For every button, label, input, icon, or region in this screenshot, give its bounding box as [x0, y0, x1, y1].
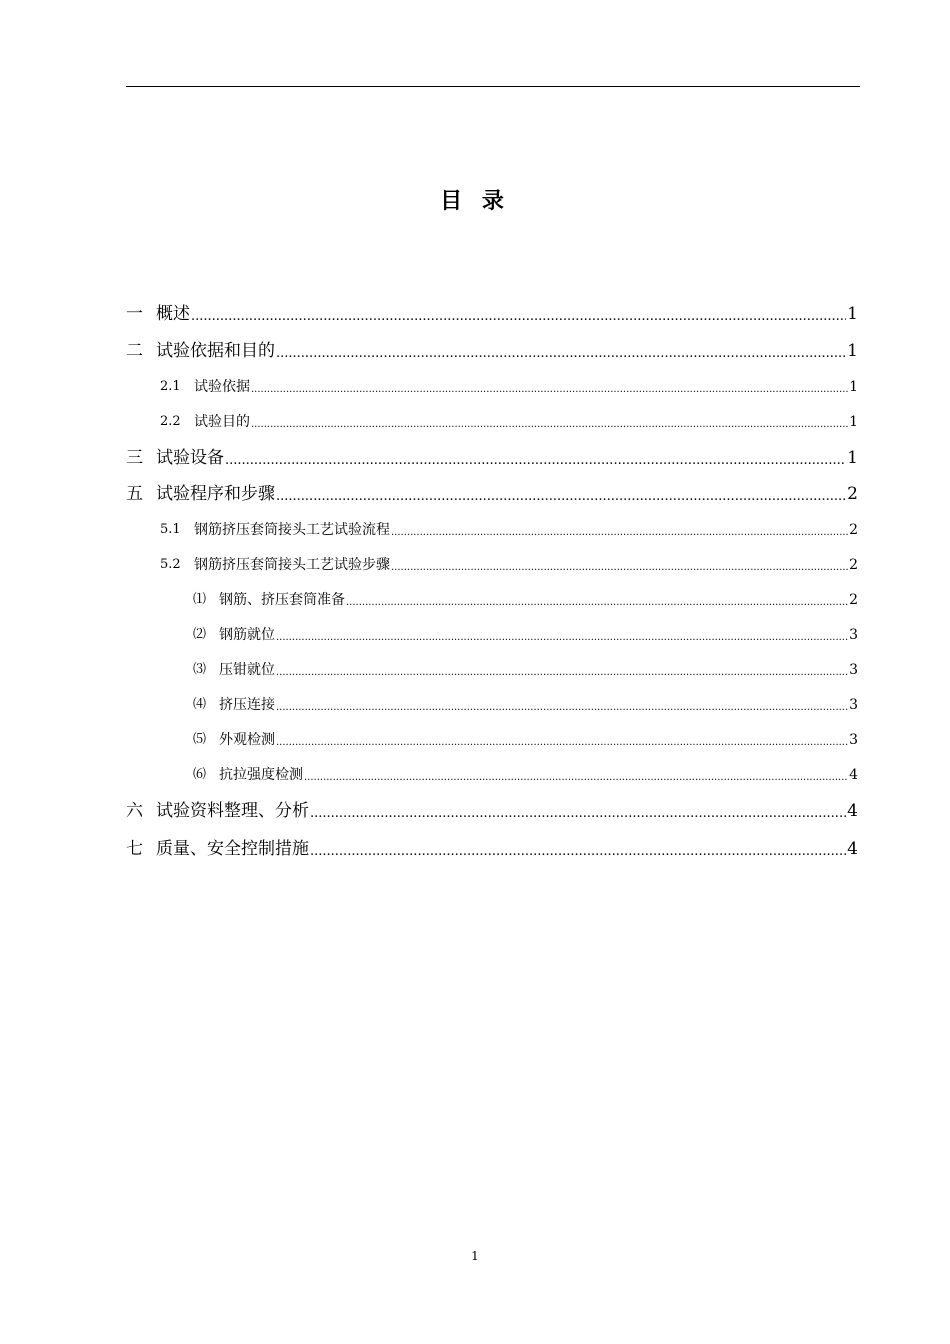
toc-leader-dots — [346, 595, 848, 610]
toc-entry-number: ⑶ — [193, 662, 207, 677]
toc-entry-page: 1 — [847, 341, 858, 361]
toc-entry-2-2[interactable] — [160, 412, 858, 432]
toc-entry-title: 试验资料整理、分析 — [156, 801, 309, 821]
toc-entry-number: 二 — [126, 341, 143, 361]
toc-entry-title: 试验程序和步骤 — [156, 484, 275, 504]
toc-entry-title: 钢筋、挤压套筒准备 — [219, 592, 345, 608]
toc-entry-title: 压钳就位 — [219, 662, 275, 678]
toc-entry-step-2[interactable] — [193, 625, 858, 645]
toc-title: 目 录 — [440, 188, 510, 214]
toc-leader-dots — [251, 382, 848, 397]
toc-entry-page: 3 — [849, 662, 858, 678]
toc-leader-dots — [251, 417, 848, 432]
toc-leader-dots — [276, 665, 848, 680]
toc-entry-5-1[interactable] — [160, 520, 858, 540]
toc-entry-page: 3 — [849, 627, 858, 643]
toc-leader-dots — [276, 630, 848, 645]
toc-entry-page: 4 — [847, 801, 858, 821]
toc-leader-dots — [276, 345, 846, 363]
toc-entry-page: 1 — [847, 304, 858, 324]
toc-leader-dots — [310, 805, 846, 823]
toc-entry-number: 2.2 — [160, 414, 181, 429]
toc-entry-title: 试验设备 — [156, 448, 224, 468]
toc-entry-page: 4 — [847, 839, 858, 859]
toc-entry-title: 试验目的 — [194, 414, 250, 430]
toc-entry-title: 概述 — [156, 304, 190, 324]
toc-entry-page: 2 — [849, 522, 858, 538]
toc-entry-step-5[interactable] — [193, 730, 858, 750]
toc-entry-number: ⑷ — [193, 697, 207, 712]
toc-entry-page: 1 — [849, 379, 858, 395]
toc-entry-title: 钢筋就位 — [219, 627, 275, 643]
toc-entry-number: 五 — [126, 484, 143, 504]
toc-entry-number: 七 — [126, 839, 143, 859]
toc-entry-data-analysis[interactable] — [126, 799, 858, 823]
toc-entry-page: 2 — [849, 557, 858, 573]
page-number: 1 — [471, 1249, 479, 1263]
toc-entry-title: 抗拉强度检测 — [219, 767, 303, 783]
toc-entry-number: 5.2 — [160, 557, 181, 572]
toc-leader-dots — [276, 735, 848, 750]
toc-leader-dots — [304, 770, 848, 785]
toc-entry-quality-safety[interactable] — [126, 837, 858, 861]
toc-entry-title: 挤压连接 — [219, 697, 275, 713]
toc-leader-dots — [391, 560, 848, 575]
toc-entry-number: ⑸ — [193, 732, 207, 747]
toc-leader-dots — [276, 488, 846, 506]
toc-entry-page: 3 — [849, 697, 858, 713]
toc-entry-step-6[interactable] — [193, 765, 858, 785]
toc-leader-dots — [191, 308, 846, 326]
toc-entry-number: ⑴ — [193, 592, 207, 607]
toc-entry-number: 六 — [126, 801, 143, 821]
toc-entry-title: 外观检测 — [219, 732, 275, 748]
toc-entry-title: 钢筋挤压套筒接头工艺试验流程 — [194, 522, 390, 538]
toc-entry-number: ⑹ — [193, 767, 207, 782]
toc-leader-dots — [225, 452, 846, 470]
toc-entry-number: 5.1 — [160, 522, 181, 537]
toc-entry-title: 质量、安全控制措施 — [156, 839, 309, 859]
toc-entry-number: ⑵ — [193, 627, 207, 642]
toc-entry-5-2[interactable] — [160, 555, 858, 575]
toc-entry-2-1[interactable] — [160, 377, 858, 397]
toc-leader-dots — [310, 843, 846, 861]
toc-entry-title: 试验依据 — [194, 379, 250, 395]
toc-entry-page: 2 — [849, 592, 858, 608]
toc-entry-page: 3 — [849, 732, 858, 748]
toc-entry-page: 1 — [849, 414, 858, 430]
toc-entry-step-1[interactable] — [193, 590, 858, 610]
toc-entry-title: 钢筋挤压套筒接头工艺试验步骤 — [194, 557, 390, 573]
toc-entry-step-3[interactable] — [193, 660, 858, 680]
toc-entry-page: 2 — [847, 484, 858, 504]
toc-entry-step-4[interactable] — [193, 695, 858, 715]
toc-entry-number: 三 — [126, 448, 143, 468]
toc-entry-number: 一 — [126, 304, 143, 324]
toc-entry-page: 4 — [849, 767, 858, 783]
toc-entry-number: 2.1 — [160, 379, 181, 394]
toc-entry-basis-and-purpose[interactable] — [126, 339, 858, 363]
toc-entry-procedure[interactable] — [126, 482, 858, 506]
toc-entry-title: 试验依据和目的 — [156, 341, 275, 361]
toc-entry-overview[interactable] — [126, 302, 858, 326]
toc-leader-dots — [391, 525, 848, 540]
toc-entry-page: 1 — [847, 448, 858, 468]
toc-leader-dots — [276, 700, 848, 715]
toc-entry-equipment[interactable] — [126, 446, 858, 470]
